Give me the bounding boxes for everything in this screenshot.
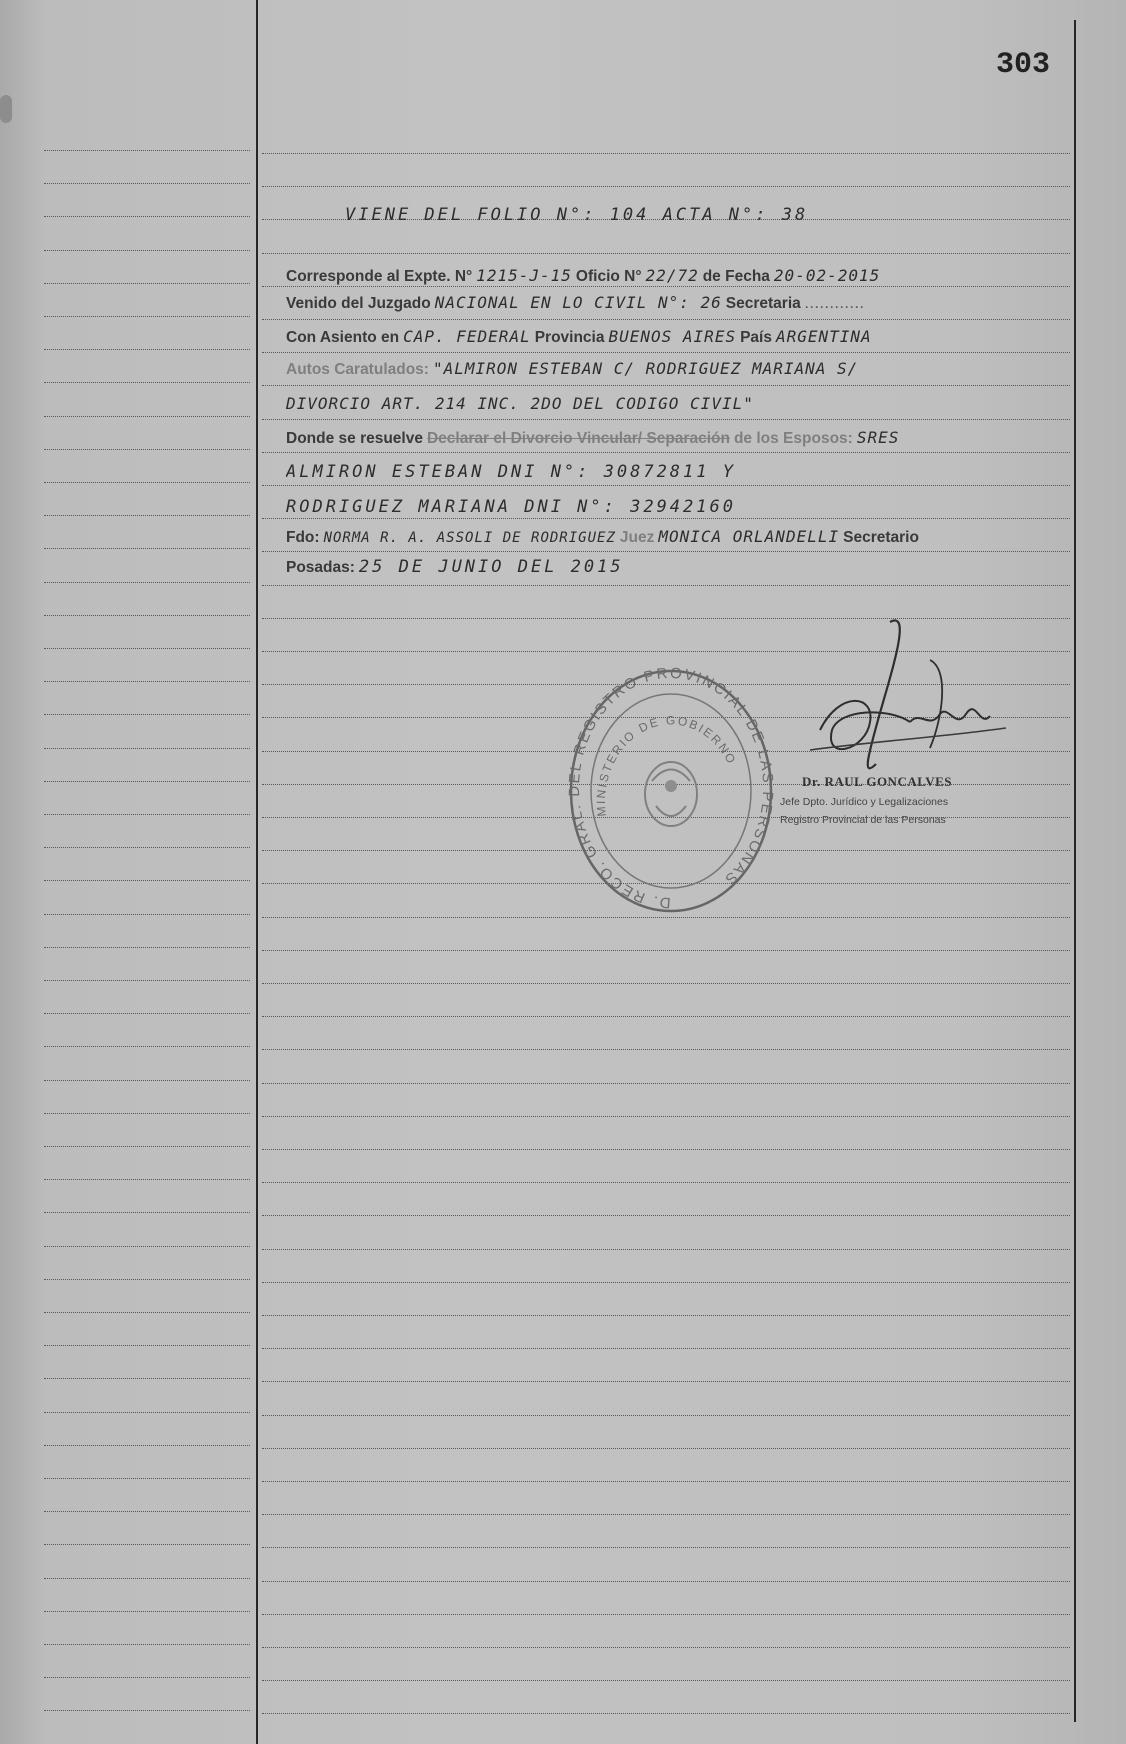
esposa-line <box>286 497 1016 523</box>
provincia-value: BUENOS AIRES <box>608 327 737 346</box>
body-ruled-line <box>262 1680 1070 1681</box>
autos-value-1: "ALMIRON ESTEBAN C/ RODRIGUEZ MARIANA S/ <box>432 359 859 378</box>
firma-line <box>286 527 1016 553</box>
body-ruled-line <box>262 186 1070 187</box>
signer-name: Dr. RAUL GONCALVES <box>802 774 952 789</box>
fecha-value: 20-02-2015 <box>773 266 881 285</box>
margin-ruled-line <box>44 283 250 284</box>
margin-rule <box>256 0 258 1744</box>
resuelve-line <box>286 428 1016 454</box>
margin-ruled-line <box>44 150 250 151</box>
margin-ruled-line <box>44 1644 250 1645</box>
juzgado-line <box>286 293 1016 319</box>
body-ruled-line <box>262 1514 1070 1515</box>
official-stamp <box>566 666 776 916</box>
body-ruled-line <box>262 950 1070 951</box>
margin-ruled-line <box>44 183 250 184</box>
autos-line-1 <box>286 359 1016 385</box>
body-ruled-line <box>262 917 1070 918</box>
dotted-fill: ............ <box>804 295 865 312</box>
resuelve-struck-text: Declarar el Divorcio Vincular/ Separación <box>426 430 730 447</box>
firma-juez: NORMA R. A. ASSOLI DE RODRIGUEZ <box>323 530 616 546</box>
body-ruled-line <box>262 1116 1070 1117</box>
esposo-line <box>286 462 1016 488</box>
margin-ruled-line <box>44 548 250 549</box>
asiento-label: Con Asiento en <box>286 329 400 346</box>
resuelve-tail: de los Esposos: <box>733 430 853 447</box>
pais-label: País <box>740 329 772 346</box>
body-ruled-line <box>262 253 1070 254</box>
expediente-value: 1215-J-15 <box>476 266 572 285</box>
margin-ruled-line <box>44 1544 250 1545</box>
margin-ruled-line <box>44 1412 250 1413</box>
body-ruled-line <box>262 1348 1070 1349</box>
margin-ruled-line <box>44 914 250 915</box>
margin-ruled-line <box>44 1511 250 1512</box>
margin-ruled-line <box>44 880 250 881</box>
body-ruled-line <box>262 1282 1070 1283</box>
margin-ruled-line <box>44 980 250 981</box>
margin-ruled-line <box>44 1677 250 1678</box>
posadas-line <box>286 557 1016 583</box>
provincia-label: Provincia <box>534 329 605 346</box>
margin-ruled-line <box>44 1013 250 1014</box>
margin-ruled-line <box>44 1279 250 1280</box>
body-ruled-line <box>262 1083 1070 1084</box>
margin-ruled-line <box>44 748 250 749</box>
margin-ruled-line <box>44 515 250 516</box>
margin-ruled-line <box>44 482 250 483</box>
body-ruled-line <box>262 1249 1070 1250</box>
margin-ruled-line <box>44 1080 250 1081</box>
autos-label: Autos Caratulados: <box>286 361 429 378</box>
firma-secretario: MONICA ORLANDELLI <box>658 527 840 546</box>
juzgado-value: NACIONAL EN LO CIVIL N°: 26 <box>434 293 722 312</box>
margin-ruled-line <box>44 316 250 317</box>
margin-ruled-line <box>44 648 250 649</box>
margin-ruled-line <box>44 1710 250 1711</box>
body-ruled-line <box>262 319 1070 320</box>
margin-ruled-line <box>44 781 250 782</box>
folio-reference <box>345 205 1075 231</box>
body-ruled-line <box>262 585 1070 586</box>
body-ruled-line <box>262 1149 1070 1150</box>
body-ruled-line <box>262 1415 1070 1416</box>
margin-ruled-line <box>44 349 250 350</box>
margin-ruled-line <box>44 1113 250 1114</box>
margin-ruled-line <box>44 947 250 948</box>
margin-ruled-line <box>44 681 250 682</box>
esposa-value: RODRIGUEZ MARIANA DNI N°: 32942160 <box>286 497 736 517</box>
margin-ruled-line <box>44 449 250 450</box>
asiento-line <box>286 327 1016 353</box>
firma-juez-suffix: Juez <box>619 529 655 546</box>
margin-ruled-line <box>44 1179 250 1180</box>
margin-ruled-line <box>44 1578 250 1579</box>
posadas-value: 25 DE JUNIO DEL 2015 <box>358 557 624 577</box>
body-ruled-line <box>262 1614 1070 1615</box>
body-ruled-line <box>262 1215 1070 1216</box>
expediente-line <box>286 266 1016 292</box>
body-ruled-line <box>262 1381 1070 1382</box>
margin-ruled-line <box>44 714 250 715</box>
body-ruled-line <box>262 1547 1070 1548</box>
signer-office: Registro Provincial de las Personas <box>780 814 946 826</box>
stamp-outer-text: D. RECO. GRAL. DEL REGISTRO PROVINCIAL DE LAS PERSONAS <box>566 666 776 912</box>
autos-value-2: DIVORCIO ART. 214 INC. 2DO DEL CODIGO CIVIL" <box>286 394 754 413</box>
margin-ruled-line <box>44 250 250 251</box>
body-ruled-line <box>262 1481 1070 1482</box>
margin-ruled-line <box>44 1378 250 1379</box>
margin-ruled-line <box>44 1312 250 1313</box>
asiento-value: CAP. FEDERAL <box>403 327 531 346</box>
page-number: 303 <box>995 48 1050 82</box>
body-ruled-line <box>262 1016 1070 1017</box>
margin-ruled-line <box>44 1611 250 1612</box>
resuelve-label: Donde se resuelve <box>286 430 423 447</box>
body-ruled-line <box>262 385 1070 386</box>
body-ruled-line <box>262 1713 1070 1714</box>
folio-reference-text: VIENE DEL FOLIO N°: 104 ACTA N°: 38 <box>345 205 809 225</box>
margin-ruled-line <box>44 1478 250 1479</box>
secretaria-label: Secretaria <box>725 295 801 312</box>
body-ruled-line <box>262 1448 1070 1449</box>
signer-role: Jefe Dpto. Jurídico y Legalizaciones <box>780 796 949 808</box>
margin-ruled-line <box>44 1345 250 1346</box>
margin-ruled-line <box>44 615 250 616</box>
resuelve-value: SRES <box>856 428 900 447</box>
margin-ruled-line <box>44 582 250 583</box>
body-ruled-line <box>262 1581 1070 1582</box>
right-border-rule <box>1074 20 1076 1722</box>
body-ruled-line <box>262 1647 1070 1648</box>
firma-secretario-label: Secretario <box>843 529 919 546</box>
margin-ruled-line <box>44 416 250 417</box>
margin-ruled-line <box>44 1146 250 1147</box>
margin-ruled-line <box>44 1445 250 1446</box>
margin-ruled-line <box>44 1212 250 1213</box>
handwritten-signature <box>780 610 1020 780</box>
expediente-label: Corresponde al Expte. N° <box>286 268 473 285</box>
body-ruled-line <box>262 1049 1070 1050</box>
margin-ruled-line <box>44 814 250 815</box>
scan-smudge <box>0 95 12 123</box>
autos-line-2 <box>286 394 1016 420</box>
juzgado-label: Venido del Juzgado <box>286 295 431 312</box>
pais-value: ARGENTINA <box>775 327 872 346</box>
margin-ruled-line <box>44 1046 250 1047</box>
oficio-label: Oficio N° <box>575 268 642 285</box>
margin-ruled-line <box>44 1246 250 1247</box>
margin-ruled-line <box>44 216 250 217</box>
stamp-inner-text: MINISTERIO DE GOBIERNO <box>593 713 740 818</box>
esposo-value: ALMIRON ESTEBAN DNI N°: 30872811 Y <box>286 462 736 482</box>
posadas-label: Posadas: <box>286 559 355 576</box>
body-ruled-line <box>262 153 1070 154</box>
margin-ruled-line <box>44 847 250 848</box>
signature-block <box>780 610 1020 840</box>
oficio-value: 22/72 <box>645 266 699 285</box>
firma-label: Fdo: <box>286 529 320 546</box>
body-ruled-line <box>262 1315 1070 1316</box>
coat-of-arms-icon <box>645 762 697 826</box>
body-ruled-line <box>262 1182 1070 1183</box>
fecha-label: de Fecha <box>702 268 770 285</box>
margin-ruled-line <box>44 382 250 383</box>
body-ruled-line <box>262 983 1070 984</box>
